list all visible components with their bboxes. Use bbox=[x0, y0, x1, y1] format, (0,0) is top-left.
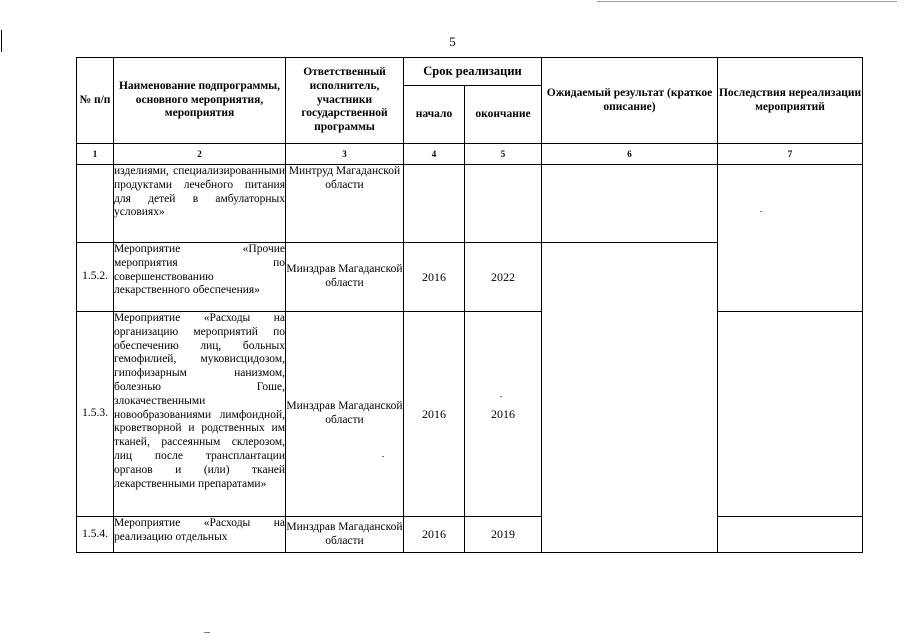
consequences-cell bbox=[718, 312, 863, 517]
start-year bbox=[404, 165, 465, 243]
header-name: Наименование подпрограммы, основного мероприятия, мероприятия bbox=[114, 58, 286, 144]
activity-executor: Минздрав Магаданской области bbox=[286, 312, 404, 517]
header-period: Срок реализации bbox=[404, 58, 542, 86]
table-row bbox=[77, 312, 863, 517]
activity-executor: Минтруд Магаданской области bbox=[286, 165, 404, 243]
header-consequences: Последствия нереализации мероприятий bbox=[718, 58, 863, 144]
header-executor: Ответственный исполнитель, участники государственной программы bbox=[286, 58, 404, 144]
column-number: 4 bbox=[404, 144, 465, 165]
scan-speck bbox=[204, 632, 210, 633]
header-start: начало bbox=[404, 86, 465, 144]
start-year: 2016 bbox=[404, 312, 465, 517]
expected-result-cell bbox=[542, 165, 718, 243]
column-number: 7 bbox=[718, 144, 863, 165]
column-number: 1 bbox=[77, 144, 114, 165]
activity-name: Мероприятие «Расходы на реализацию отдельных bbox=[114, 517, 286, 553]
column-number-row bbox=[77, 144, 863, 165]
activity-executor: Минздрав Магаданской области bbox=[286, 517, 404, 553]
scan-artifact-line bbox=[597, 1, 897, 2]
column-number: 2 bbox=[114, 144, 286, 165]
header-result: Ожидаемый результат (краткое описание) bbox=[542, 58, 718, 144]
row-number: 1.5.2. bbox=[77, 243, 114, 312]
end-year bbox=[465, 165, 542, 243]
end-year: 2022 bbox=[465, 243, 542, 312]
row-number bbox=[77, 165, 114, 243]
activity-name: Мероприятие «Прочие мероприятия по совершенствованию лекарственного обеспечения» bbox=[114, 243, 286, 312]
row-number: 1.5.3. bbox=[77, 312, 114, 517]
expected-result-cell bbox=[542, 243, 718, 553]
column-number: 6 bbox=[542, 144, 718, 165]
header-num: № п/п bbox=[77, 58, 114, 144]
column-number: 3 bbox=[286, 144, 404, 165]
activity-executor: Минздрав Магаданской области bbox=[286, 243, 404, 312]
start-year: 2016 bbox=[404, 243, 465, 312]
end-year: 2019 bbox=[465, 517, 542, 553]
column-number: 5 bbox=[465, 144, 542, 165]
end-year: 2016 bbox=[465, 312, 542, 517]
activity-name: Мероприятие «Расходы на организацию мероприятий по обеспечению лиц, больных гемофилией, муковисцидозом, гипофизарным нанизмом, болезнью Гоше, злокачественными новообразованиями лимфоидной, кроветворной и родственных им тканей, рассеянным склерозом, лиц после трансплантации органов и (или) тканей лекарственными препаратами» bbox=[114, 312, 286, 517]
table-row bbox=[77, 517, 863, 553]
row-number: 1.5.4. bbox=[77, 517, 114, 553]
header-row-1 bbox=[77, 58, 863, 86]
start-year: 2016 bbox=[404, 517, 465, 553]
consequences-cell bbox=[718, 165, 863, 312]
table-row bbox=[77, 165, 863, 243]
page-number: 5 bbox=[449, 34, 456, 49]
program-activities-table bbox=[76, 57, 863, 553]
consequences-cell bbox=[718, 517, 863, 553]
activity-name: изделиями, специализированными продуктами лечебного питания для детей в амбулаторных условиях» bbox=[114, 165, 286, 243]
header-end: окончание bbox=[465, 86, 542, 144]
